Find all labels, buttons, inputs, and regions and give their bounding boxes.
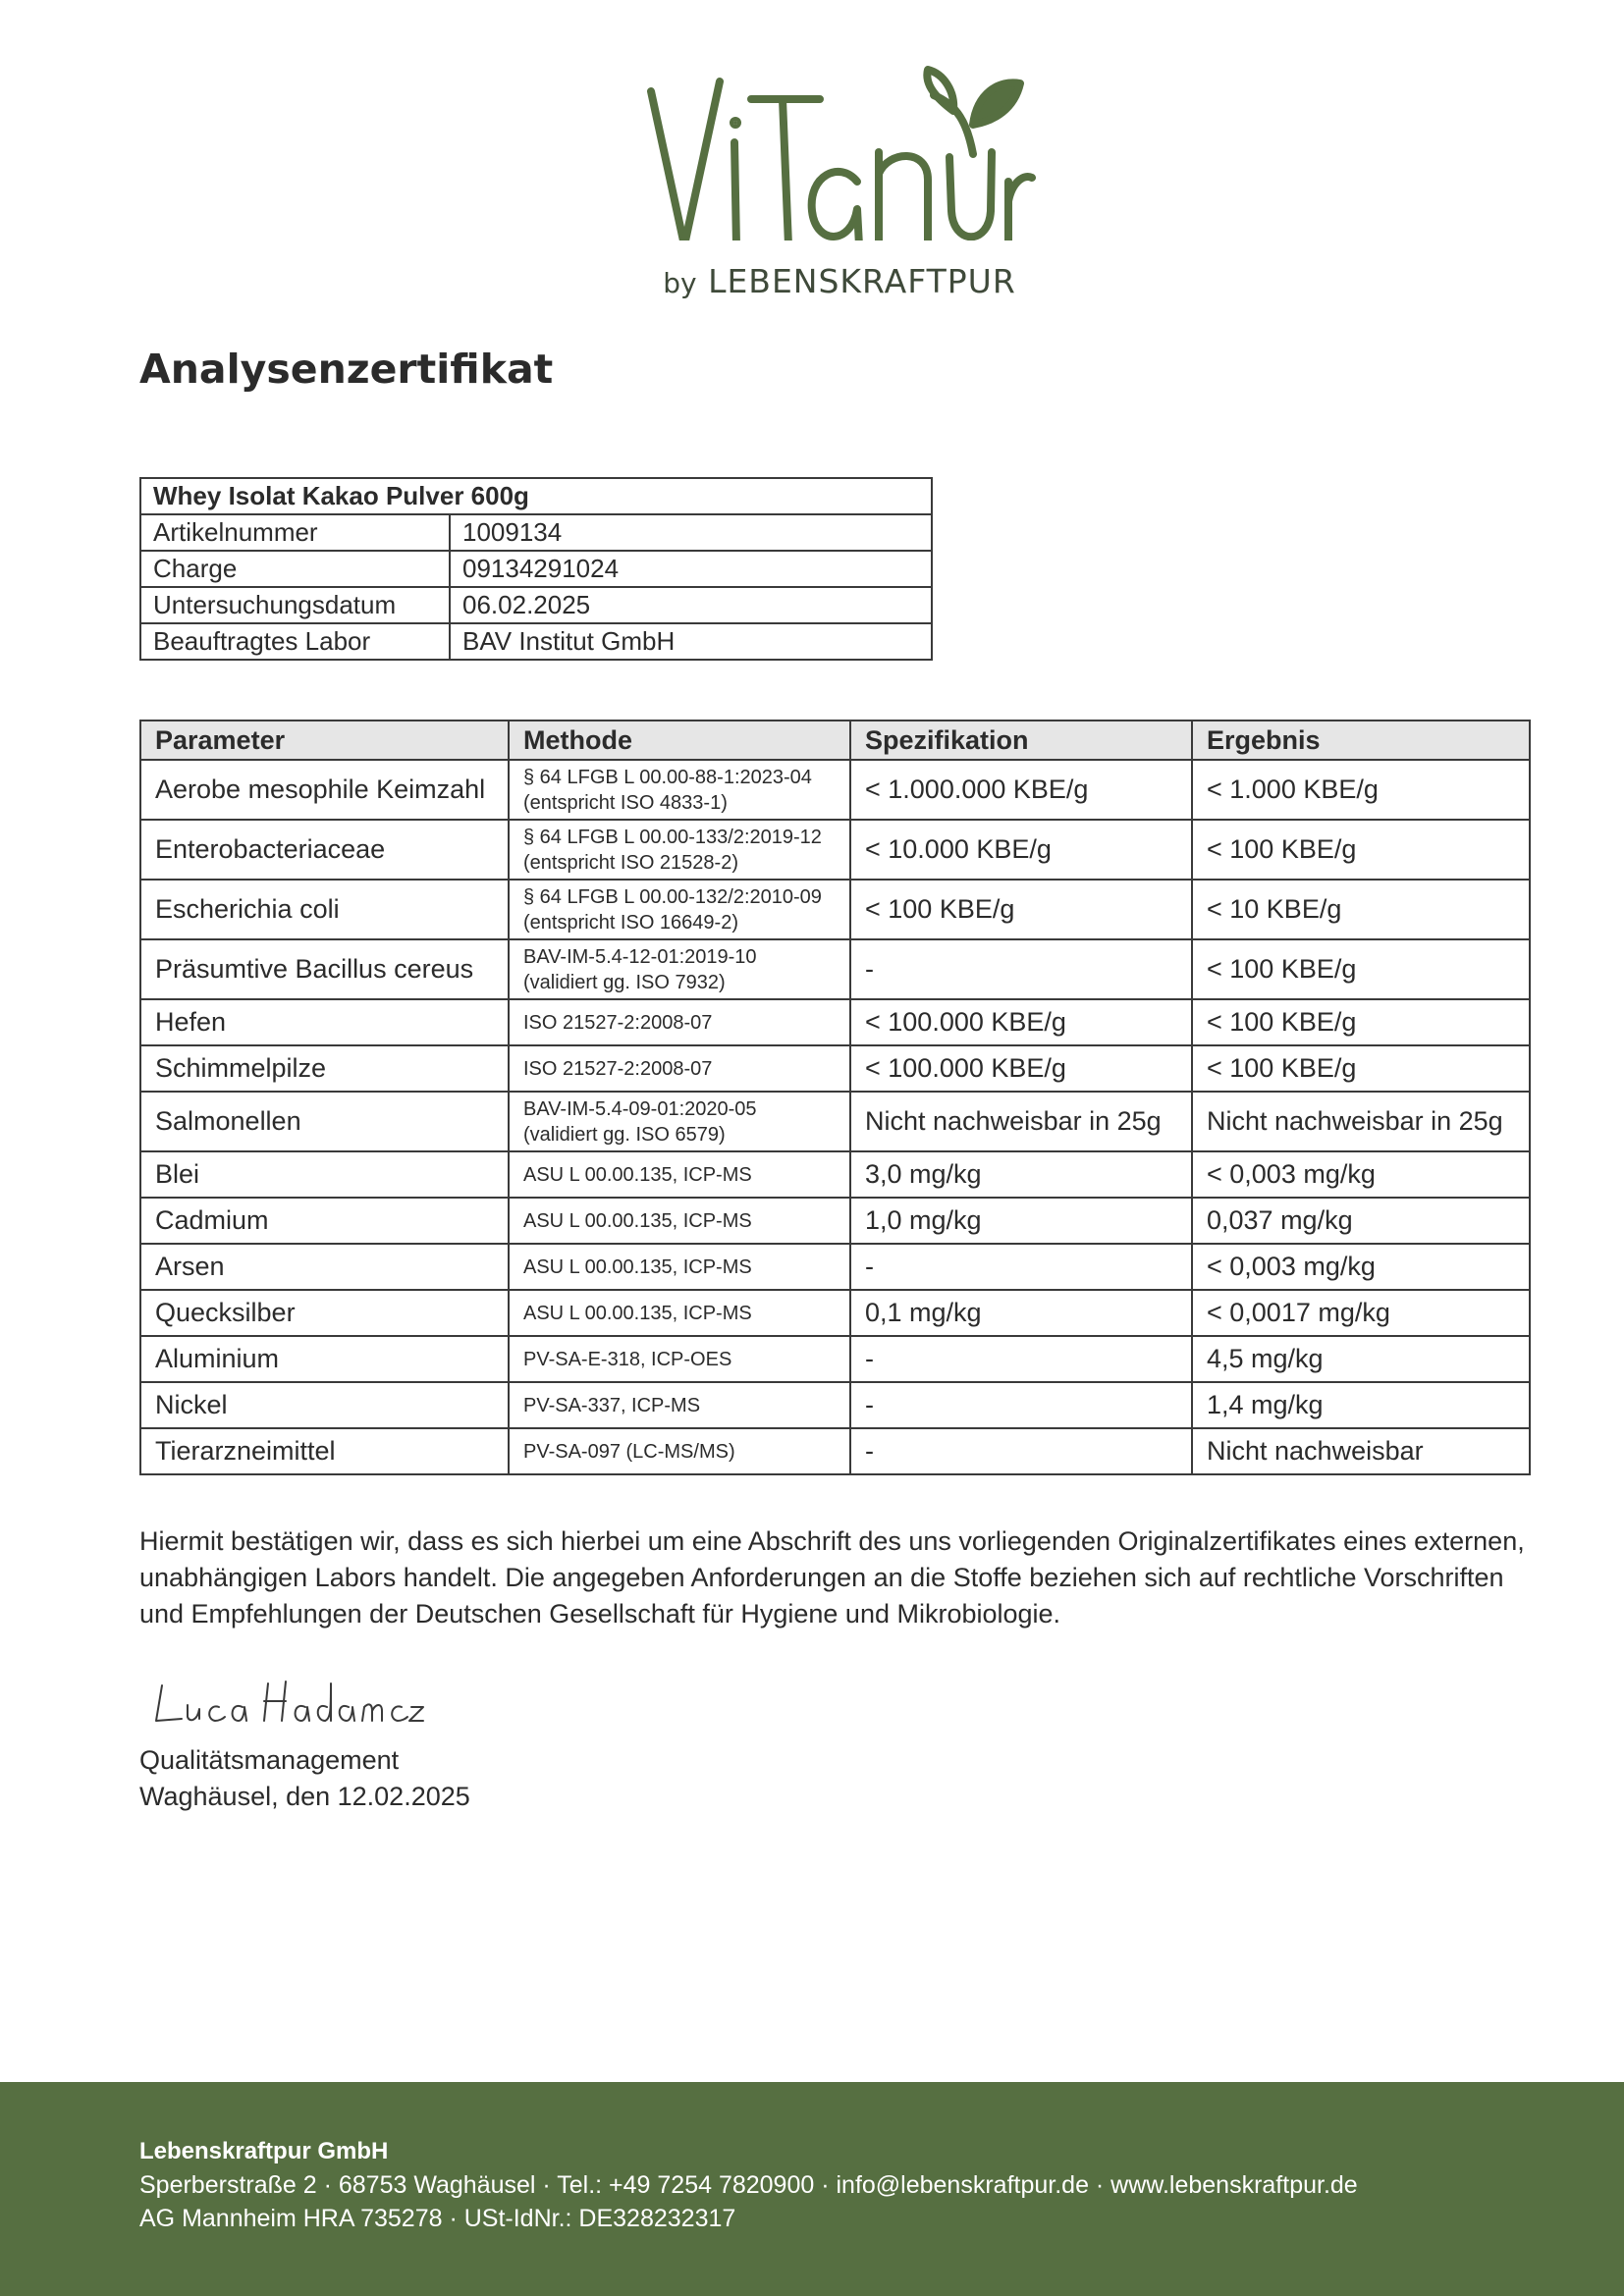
result-cell: < 0,0017 mg/kg	[1192, 1290, 1530, 1336]
spec-cell: -	[850, 1244, 1192, 1290]
table-row	[140, 1045, 1530, 1092]
info-value: 06.02.2025	[450, 587, 932, 623]
table-row	[140, 514, 932, 551]
spec-cell: < 1.000.000 KBE/g	[850, 760, 1192, 820]
table-row	[140, 760, 1530, 820]
product-info-table	[139, 477, 933, 661]
spec-cell: 3,0 mg/kg	[850, 1151, 1192, 1198]
product-name-row	[140, 478, 932, 514]
info-value: 09134291024	[450, 551, 932, 587]
parameter-cell: Arsen	[140, 1244, 509, 1290]
table-row	[140, 880, 1530, 939]
table-row	[140, 999, 1530, 1045]
result-cell: < 100 KBE/g	[1192, 999, 1530, 1045]
parameter-cell: Enterobacteriaceae	[140, 820, 509, 880]
result-cell: < 100 KBE/g	[1192, 820, 1530, 880]
table-row	[140, 939, 1530, 999]
result-cell: < 0,003 mg/kg	[1192, 1151, 1530, 1198]
spec-cell: < 100.000 KBE/g	[850, 999, 1192, 1045]
header-result: Ergebnis	[1192, 721, 1530, 760]
spec-cell: -	[850, 1428, 1192, 1474]
page-title: Analysenzertifikat	[139, 346, 554, 393]
results-header-row	[140, 721, 1530, 760]
signer-role: Qualitätsmanagement	[139, 1745, 400, 1775]
method-cell: ISO 21527-2:2008-07	[509, 1045, 850, 1092]
parameter-cell: Salmonellen	[140, 1092, 509, 1151]
place-date: Waghäusel, den 12.02.2025	[139, 1782, 470, 1811]
spec-cell: < 10.000 KBE/g	[850, 820, 1192, 880]
spec-cell: 0,1 mg/kg	[850, 1290, 1192, 1336]
info-label: Beauftragtes Labor	[140, 623, 450, 660]
info-label: Artikelnummer	[140, 514, 450, 551]
footer-contact-line: Sperberstraße 2 · 68753 Waghäusel · Tel.: +49 7254 7820900 · info@lebenskraftpur.de · www.lebenskraftpur.de	[139, 2171, 1358, 2199]
table-row	[140, 1151, 1530, 1198]
signature-block	[139, 1742, 470, 1815]
analysis-results-table	[139, 720, 1531, 1475]
table-row	[140, 1198, 1530, 1244]
table-row	[140, 1382, 1530, 1428]
spec-cell: < 100.000 KBE/g	[850, 1045, 1192, 1092]
header-specification: Spezifikation	[850, 721, 1192, 760]
brand-logo	[643, 44, 1036, 304]
result-cell: Nicht nachweisbar in 25g	[1192, 1092, 1530, 1151]
parameter-cell: Hefen	[140, 999, 509, 1045]
table-row	[140, 1336, 1530, 1382]
parameter-cell: Aerobe mesophile Keimzahl	[140, 760, 509, 820]
table-row	[140, 623, 932, 660]
method-cell: ASU L 00.00.135, ICP-MS	[509, 1151, 850, 1198]
spec-cell: Nicht nachweisbar in 25g	[850, 1092, 1192, 1151]
info-value: 1009134	[450, 514, 932, 551]
method-cell: ASU L 00.00.135, ICP-MS	[509, 1244, 850, 1290]
parameter-cell: Blei	[140, 1151, 509, 1198]
product-name: Whey Isolat Kakao Pulver 600g	[140, 478, 932, 514]
spec-cell: < 100 KBE/g	[850, 880, 1192, 939]
table-row	[140, 551, 932, 587]
info-label: Charge	[140, 551, 450, 587]
table-row	[140, 1428, 1530, 1474]
result-cell: 0,037 mg/kg	[1192, 1198, 1530, 1244]
byline-company: LEBENSKRAFTPUR	[708, 262, 1016, 300]
signature-image	[152, 1674, 427, 1733]
logo-byline	[658, 262, 1021, 300]
result-cell: 4,5 mg/kg	[1192, 1336, 1530, 1382]
method-cell: ISO 21527-2:2008-07	[509, 999, 850, 1045]
spec-cell: -	[850, 1336, 1192, 1382]
result-cell: < 100 KBE/g	[1192, 939, 1530, 999]
parameter-cell: Schimmelpilze	[140, 1045, 509, 1092]
parameter-cell: Cadmium	[140, 1198, 509, 1244]
parameter-cell: Quecksilber	[140, 1290, 509, 1336]
byline-prefix: by	[663, 267, 697, 299]
method-cell: PV-SA-337, ICP-MS	[509, 1382, 850, 1428]
result-cell: < 100 KBE/g	[1192, 1045, 1530, 1092]
method-cell: BAV-IM-5.4-12-01:2019-10 (validiert gg. ISO 7932)	[509, 939, 850, 999]
header-parameter: Parameter	[140, 721, 509, 760]
result-cell: < 1.000 KBE/g	[1192, 760, 1530, 820]
method-cell: § 64 LFGB L 00.00-88-1:2023-04 (entspricht ISO 4833-1)	[509, 760, 850, 820]
parameter-cell: Präsumtive Bacillus cereus	[140, 939, 509, 999]
parameter-cell: Aluminium	[140, 1336, 509, 1382]
footer	[0, 2082, 1624, 2296]
table-row	[140, 820, 1530, 880]
table-row	[140, 1092, 1530, 1151]
table-row	[140, 1244, 1530, 1290]
footer-registry-line: AG Mannheim HRA 735278 · USt-IdNr.: DE328232317	[139, 2205, 736, 2232]
footer-company: Lebenskraftpur GmbH	[139, 2138, 389, 2164]
parameter-cell: Nickel	[140, 1382, 509, 1428]
result-cell: < 0,003 mg/kg	[1192, 1244, 1530, 1290]
method-cell: BAV-IM-5.4-09-01:2020-05 (validiert gg. ISO 6579)	[509, 1092, 850, 1151]
spec-cell: 1,0 mg/kg	[850, 1198, 1192, 1244]
method-cell: PV-SA-097 (LC-MS/MS)	[509, 1428, 850, 1474]
method-cell: § 64 LFGB L 00.00-132/2:2010-09 (entspricht ISO 16649-2)	[509, 880, 850, 939]
spec-cell: -	[850, 1382, 1192, 1428]
vitanur-wordmark-icon	[643, 44, 1036, 240]
result-cell: Nicht nachweisbar	[1192, 1428, 1530, 1474]
result-cell: < 10 KBE/g	[1192, 880, 1530, 939]
method-cell: ASU L 00.00.135, ICP-MS	[509, 1290, 850, 1336]
parameter-cell: Tierarzneimittel	[140, 1428, 509, 1474]
result-cell: 1,4 mg/kg	[1192, 1382, 1530, 1428]
confirmation-text: Hiermit bestätigen wir, dass es sich hierbei um eine Abschrift des uns vorliegenden Originalzertifikates eines externen, unabhängigen Labors handelt. Die angegeben Anforderungen an die Stoffe beziehen sich auf rechtliche Vorschriften und Empfehlungen der Deutschen Gesellschaft für Hygiene und Mikrobiologie.	[139, 1526, 1525, 1629]
info-value: BAV Institut GmbH	[450, 623, 932, 660]
parameter-cell: Escherichia coli	[140, 880, 509, 939]
method-cell: § 64 LFGB L 00.00-133/2:2019-12 (entspricht ISO 21528-2)	[509, 820, 850, 880]
spec-cell: -	[850, 939, 1192, 999]
table-row	[140, 1290, 1530, 1336]
header-method: Methode	[509, 721, 850, 760]
table-row	[140, 587, 932, 623]
method-cell: PV-SA-E-318, ICP-OES	[509, 1336, 850, 1382]
info-label: Untersuchungsdatum	[140, 587, 450, 623]
method-cell: ASU L 00.00.135, ICP-MS	[509, 1198, 850, 1244]
